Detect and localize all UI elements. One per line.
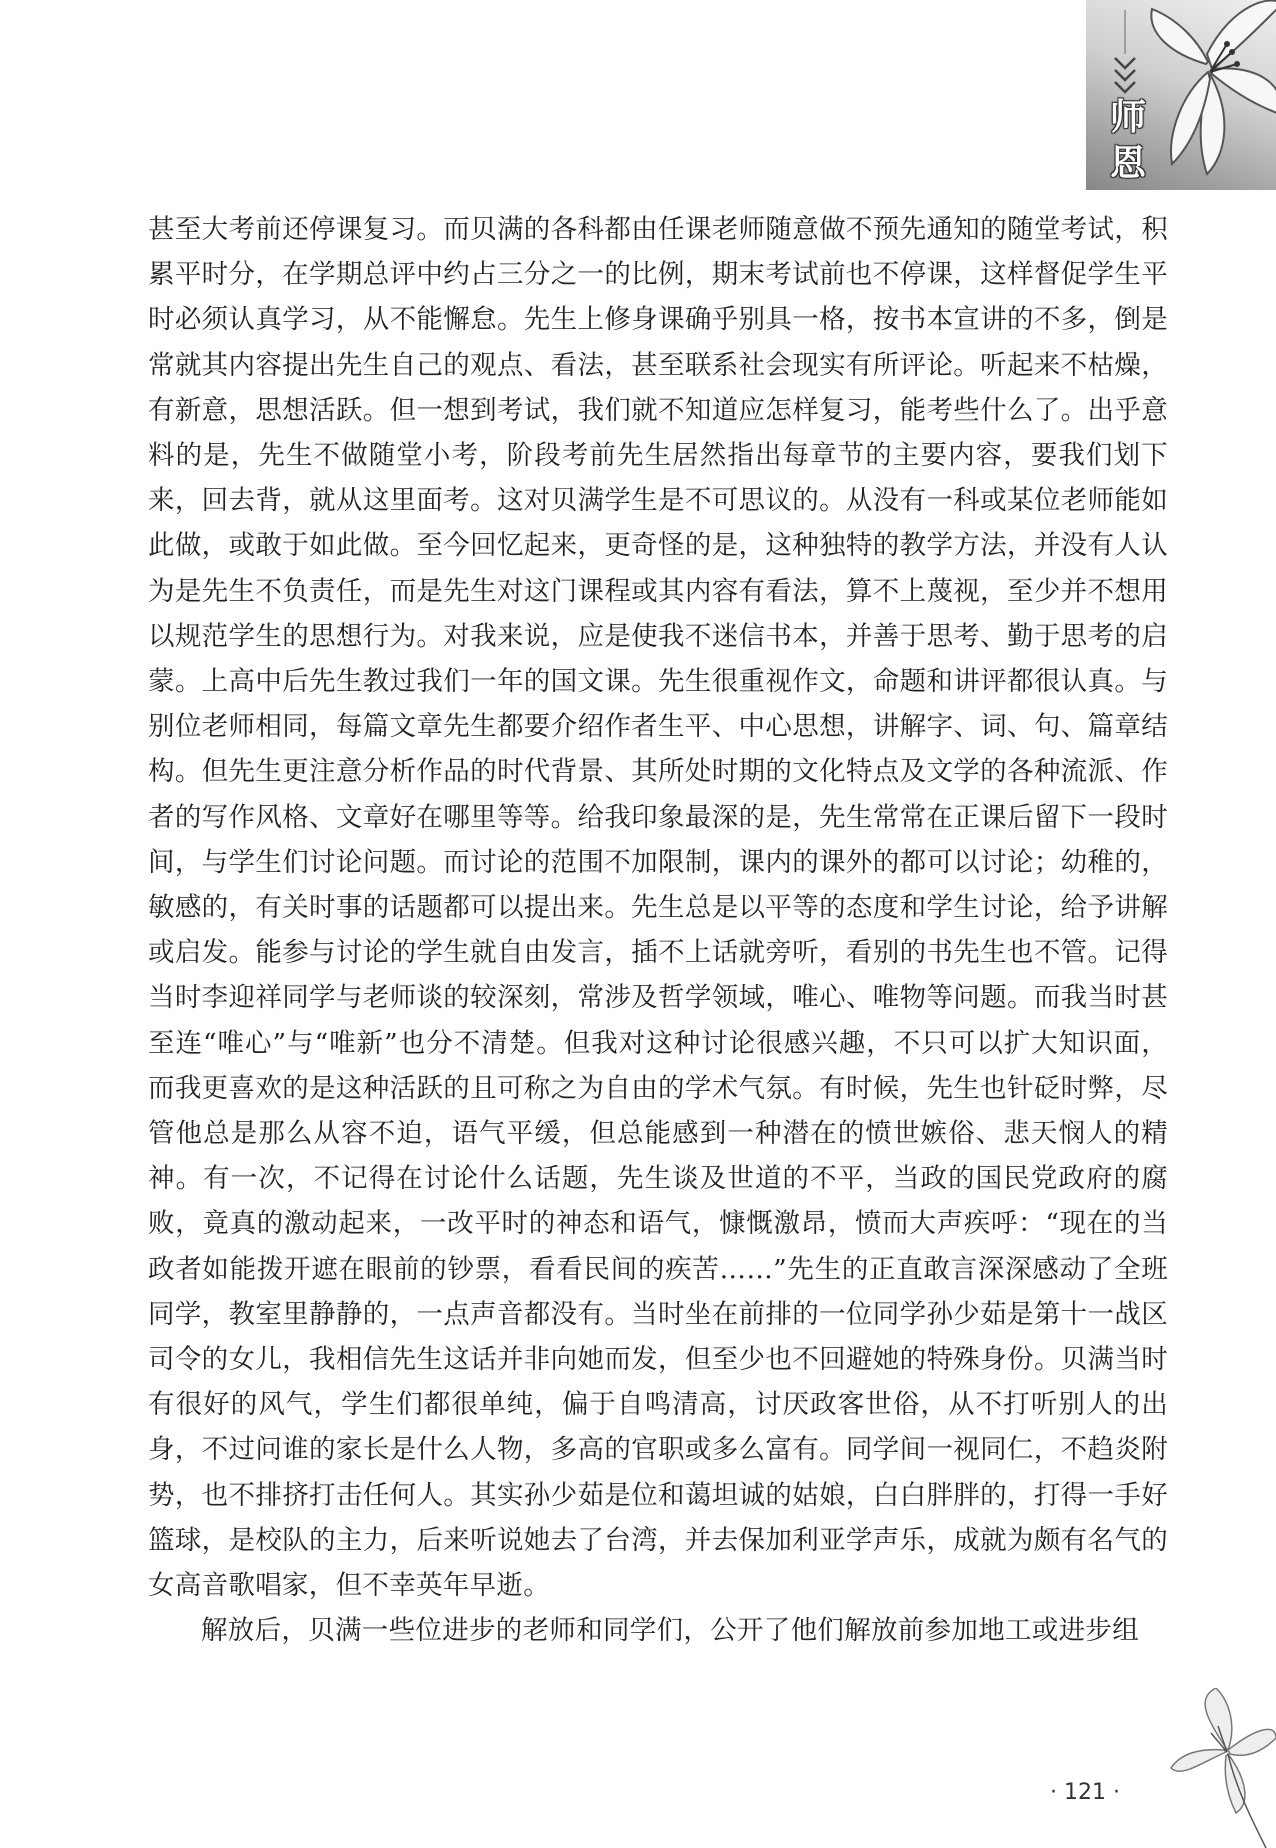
section-title-char-1: 师 xyxy=(1109,97,1146,138)
paragraph: 解放后，贝满一些位进步的老师和同学们，公开了他们解放前参加地工或进步组 xyxy=(201,1615,1139,1647)
header-decoration xyxy=(1086,0,1276,190)
chevron-down-icon xyxy=(1112,10,1138,94)
lily-flower-icon xyxy=(1166,1688,1276,1848)
article-body xyxy=(148,207,1168,1654)
section-title-char-2: 恩 xyxy=(1109,143,1146,184)
footer-decoration xyxy=(1166,1688,1276,1848)
paragraph: 甚至大考前还停课复习。而贝满的各科都由任课老师随意做不预先通知的随堂考试，积累平时分，在学期总评中约占三分之一的比例，期末考试前也不停课，这样督促学生平时必须认真学习，从不能懈怠。先生上修身课确乎别具一格，按书本宣讲的不多，倒是常就其内容提出先生自己的观点、看法，甚至联系社会现实有所评论。听起来不枯燥，有新意，思想活跃。但一想到考试，我们就不知道应怎样复习，能考些什么了。出乎意料的是，先生不做随堂小考，阶段考前先生居然指出每章节的主要内容，要我们划下来，回去背，就从这里面考。这对贝满学生是不可思议的。从没有一科或某位老师能如此做，或敢于如此做。至今回忆起来，更奇怪的是，这种独特的教学方法，并没有人认为是先生不负责任，而是先生对这门课程或其内容有看法，算不上蔑视，至少并不想用以规范学生的思想行为。对我来说，应是使我不迷信书本，并善于思考、勤于思考的启蒙。上高中后先生教过我们一年的国文课。先生很重视作文，命题和讲评都很认真。与别位老师相同，每篇文章先生都要介绍作者生平、中心思想，讲解字、词、句、篇章结构。但先生更注意分析作品的时代背景、其所处时期的文化特点及文学的各种流派、作者的写作风格、文章好在哪里等等。给我印象最深的是，先生常常在正课后留下一段时间，与学生们讨论问题。而讨论的范围不加限制，课内的课外的都可以讨论；幼稚的，敏感的，有关时事的话题都可以提出来。先生总是以平等的态度和学生讨论，给予讲解或启发。能参与讨论的学生就自由发言，插不上话就旁听，看别的书先生也不管。记得当时李迎祥同学与老师谈的较深刻，常涉及哲学领域，唯心、唯物等问题。而我当时甚至连“唯心”与“唯新”也分不清楚。但我对这种讨论很感兴趣，不只可以扩大知识面，而我更喜欢的是这种活跃的且可称之为自由的学术气氛。有时候，先生也针砭时弊，尽管他总是那么从容不迫，语气平缓，但总能感到一种潜在的愤世嫉俗、悲天悯人的精神。有一次，不记得在讨论什么话题，先生谈及世道的不平，当政的国民党政府的腐败，竟真的激动起来，一改平时的神态和语气，慷慨激昂，愤而大声疾呼：“现在的当政者如能拨开遮在眼前的钞票，看看民间的疾苦……”先生的正直敢言深深感动了全班同学，教室里静静的，一点声音都没有。当时坐在前排的一位同学孙少茹是第十一战区司令的女儿，我相信先生这话并非向她而发，但至少也不回避她的特殊身份。贝满当时有很好的风气，学生们都很单纯，偏于自鸣清高，讨厌政客世俗，从不打听别人的出身，不过问谁的家长是什么人物，多高的官职或多么富有。同学间一视同仁，不趋炎附势，也不排挤打击任何人。其实孙少茹是位和蔼坦诚的姑娘，白白胖胖的，打得一手好篮球，是校队的主力，后来听说她去了台湾，并去保加利亚学声乐，成就为颇有名气的女高音歌唱家，但不幸英年早逝。 xyxy=(148,214,1168,1602)
page-number: · 121 · xyxy=(1050,1780,1120,1805)
section-title xyxy=(1102,95,1154,190)
